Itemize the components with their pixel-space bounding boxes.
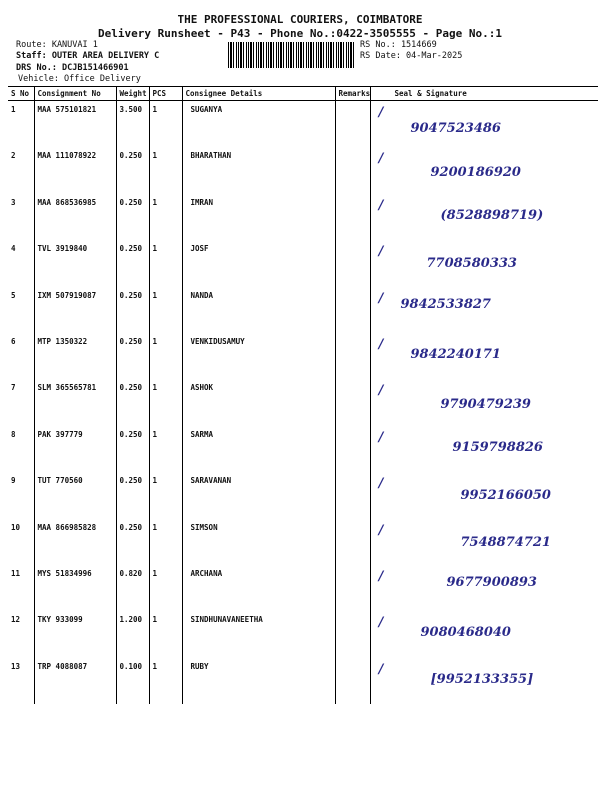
remarks-cell (335, 287, 370, 333)
handwritten-signature: 9842240171 (410, 346, 501, 362)
signature-tick-mark: / (378, 197, 384, 213)
remarks-cell (335, 519, 370, 565)
runsheet-title: Delivery Runsheet - P43 - Phone No.:0422-3505555 - Page No.:1 (98, 27, 502, 40)
signature-cell (370, 194, 598, 240)
weight-cell: 0.250 (116, 194, 149, 240)
handwritten-signature: 7708580333 (426, 256, 517, 272)
remarks-cell (335, 379, 370, 425)
handwritten-signature: 7548874721 (460, 534, 551, 550)
signature-tick-mark: / (378, 568, 384, 584)
sno-cell: 13 (8, 658, 34, 704)
handwritten-signature: 9159798826 (452, 439, 543, 455)
signature-cell (370, 611, 598, 657)
staff-label: Staff: OUTER AREA DELIVERY C (16, 51, 160, 61)
consignment-cell: TRP 4088087 (34, 658, 116, 704)
pcs-cell: 1 (149, 101, 182, 148)
consignee-cell: SIMSON (182, 519, 335, 565)
remarks-cell (335, 611, 370, 657)
table-row (8, 611, 598, 657)
pcs-cell: 1 (149, 287, 182, 333)
table-row (8, 379, 598, 425)
weight-cell: 1.200 (116, 611, 149, 657)
consignment-cell: TKY 933099 (34, 611, 116, 657)
consignee-cell: VENKIDUSAMUY (182, 333, 335, 379)
remarks-cell (335, 101, 370, 148)
weight-cell: 0.820 (116, 565, 149, 611)
pcs-cell: 1 (149, 379, 182, 425)
handwritten-signature: 9842533827 (400, 296, 491, 312)
weight-cell: 0.250 (116, 240, 149, 286)
pcs-cell: 1 (149, 194, 182, 240)
signature-tick-mark: / (378, 244, 384, 260)
table-row (8, 333, 598, 379)
sno-cell: 3 (8, 194, 34, 240)
table-row (8, 519, 598, 565)
sno-cell: 6 (8, 333, 34, 379)
signature-tick-mark: / (378, 522, 384, 538)
weight-cell: 0.250 (116, 379, 149, 425)
drs-number: DRS No.: DCJB151466901 (16, 63, 129, 73)
consignment-cell: SLM 365565781 (34, 379, 116, 425)
handwritten-signature: 9677900893 (446, 574, 537, 590)
signature-cell (370, 519, 598, 565)
consignee-cell: SARMA (182, 426, 335, 472)
table-row (8, 426, 598, 472)
signature-cell (370, 426, 598, 472)
consignee-cell: RUBY (182, 658, 335, 704)
remarks-cell (335, 194, 370, 240)
route-label: Route: KANUVAI 1 (16, 40, 98, 50)
col-consignment: Consignment No (34, 87, 116, 101)
consignee-cell: BHARATHAN (182, 147, 335, 193)
signature-cell (370, 565, 598, 611)
handwritten-signature: 9080468040 (420, 625, 511, 641)
signature-cell (370, 101, 598, 148)
remarks-cell (335, 565, 370, 611)
sno-cell: 1 (8, 101, 34, 148)
sno-cell: 5 (8, 287, 34, 333)
table-row (8, 147, 598, 193)
remarks-cell (335, 658, 370, 704)
table-row (8, 658, 598, 704)
col-consignee: Consignee Details (182, 87, 335, 101)
signature-tick-mark: / (378, 336, 384, 352)
weight-cell: 0.250 (116, 287, 149, 333)
weight-cell: 0.250 (116, 426, 149, 472)
consignee-cell: JOSF (182, 240, 335, 286)
pcs-cell: 1 (149, 611, 182, 657)
handwritten-signature: 9047523486 (410, 121, 501, 136)
consignment-cell: TVL 3919840 (34, 240, 116, 286)
weight-cell: 0.250 (116, 472, 149, 518)
pcs-cell: 1 (149, 333, 182, 379)
handwritten-signature: 9952166050 (460, 488, 551, 504)
signature-tick-mark: / (378, 151, 384, 167)
signature-tick-mark: / (378, 383, 384, 399)
table-row (8, 194, 598, 240)
pcs-cell: 1 (149, 426, 182, 472)
pcs-cell: 1 (149, 472, 182, 518)
pcs-cell: 1 (149, 240, 182, 286)
consignee-cell: ARCHANA (182, 565, 335, 611)
signature-cell (370, 658, 598, 704)
consignee-cell: NANDA (182, 287, 335, 333)
consignee-cell: SARAVANAN (182, 472, 335, 518)
signature-cell (370, 379, 598, 425)
pcs-cell: 1 (149, 519, 182, 565)
weight-cell: 0.250 (116, 333, 149, 379)
consignment-cell: PAK 397779 (34, 426, 116, 472)
col-signature: Seal & Signature (370, 87, 598, 101)
table-row (8, 472, 598, 518)
signature-tick-mark: / (378, 476, 384, 492)
sno-cell: 10 (8, 519, 34, 565)
signature-tick-mark: / (378, 661, 384, 677)
weight-cell: 0.250 (116, 147, 149, 193)
col-pcs: PCS (149, 87, 182, 101)
signature-cell (370, 240, 598, 286)
col-weight: Weight (116, 87, 149, 101)
signature-cell (370, 333, 598, 379)
table-row (8, 565, 598, 611)
remarks-cell (335, 240, 370, 286)
consignment-cell: MAA 575101821 (34, 101, 116, 148)
pcs-cell: 1 (149, 147, 182, 193)
table-header-row (8, 87, 598, 101)
sno-cell: 4 (8, 240, 34, 286)
signature-tick-mark: / (378, 105, 384, 120)
weight-cell: 0.100 (116, 658, 149, 704)
consignee-cell: SINDHUNAVANEETHA (182, 611, 335, 657)
table-row (8, 287, 598, 333)
rs-number: RS No.: 1514669 (360, 40, 437, 50)
signature-cell (370, 147, 598, 193)
company-title: THE PROFESSIONAL COURIERS, COIMBATORE (177, 13, 423, 26)
vehicle-label: Vehicle: Office Delivery (18, 74, 141, 84)
consignment-cell: MTP 1350322 (34, 333, 116, 379)
signature-tick-mark: / (378, 290, 384, 306)
runsheet-table (8, 86, 598, 704)
remarks-cell (335, 333, 370, 379)
sno-cell: 12 (8, 611, 34, 657)
sno-cell: 2 (8, 147, 34, 193)
weight-cell: 3.500 (116, 101, 149, 148)
col-sno: S No (8, 87, 34, 101)
col-remarks: Remarks (335, 87, 370, 101)
barcode (228, 42, 356, 68)
pcs-cell: 1 (149, 565, 182, 611)
consignment-cell: MAA 111078922 (34, 147, 116, 193)
sno-cell: 7 (8, 379, 34, 425)
sno-cell: 9 (8, 472, 34, 518)
weight-cell: 0.250 (116, 519, 149, 565)
signature-cell (370, 472, 598, 518)
consignment-cell: MAA 866985828 (34, 519, 116, 565)
handwritten-signature: (8528898719) (440, 207, 544, 223)
consignee-cell: IMRAN (182, 194, 335, 240)
table-row (8, 240, 598, 286)
remarks-cell (335, 426, 370, 472)
consignment-cell: MYS 51834996 (34, 565, 116, 611)
table-row (8, 101, 598, 148)
handwritten-signature: 9790479239 (440, 397, 531, 413)
signature-cell (370, 287, 598, 333)
rs-date: RS Date: 04-Mar-2025 (360, 51, 463, 61)
signature-tick-mark: / (378, 429, 384, 445)
consignment-cell: IXM 507919087 (34, 287, 116, 333)
remarks-cell (335, 472, 370, 518)
consignee-cell: SUGANYA (182, 101, 335, 148)
sno-cell: 8 (8, 426, 34, 472)
consignment-cell: TUT 770560 (34, 472, 116, 518)
handwritten-signature: 9200186920 (430, 165, 521, 181)
remarks-cell (335, 147, 370, 193)
sno-cell: 11 (8, 565, 34, 611)
consignee-cell: ASHOK (182, 379, 335, 425)
handwritten-signature: [9952133355] (430, 671, 534, 687)
pcs-cell: 1 (149, 658, 182, 704)
consignment-cell: MAA 868536985 (34, 194, 116, 240)
signature-tick-mark: / (378, 615, 384, 631)
